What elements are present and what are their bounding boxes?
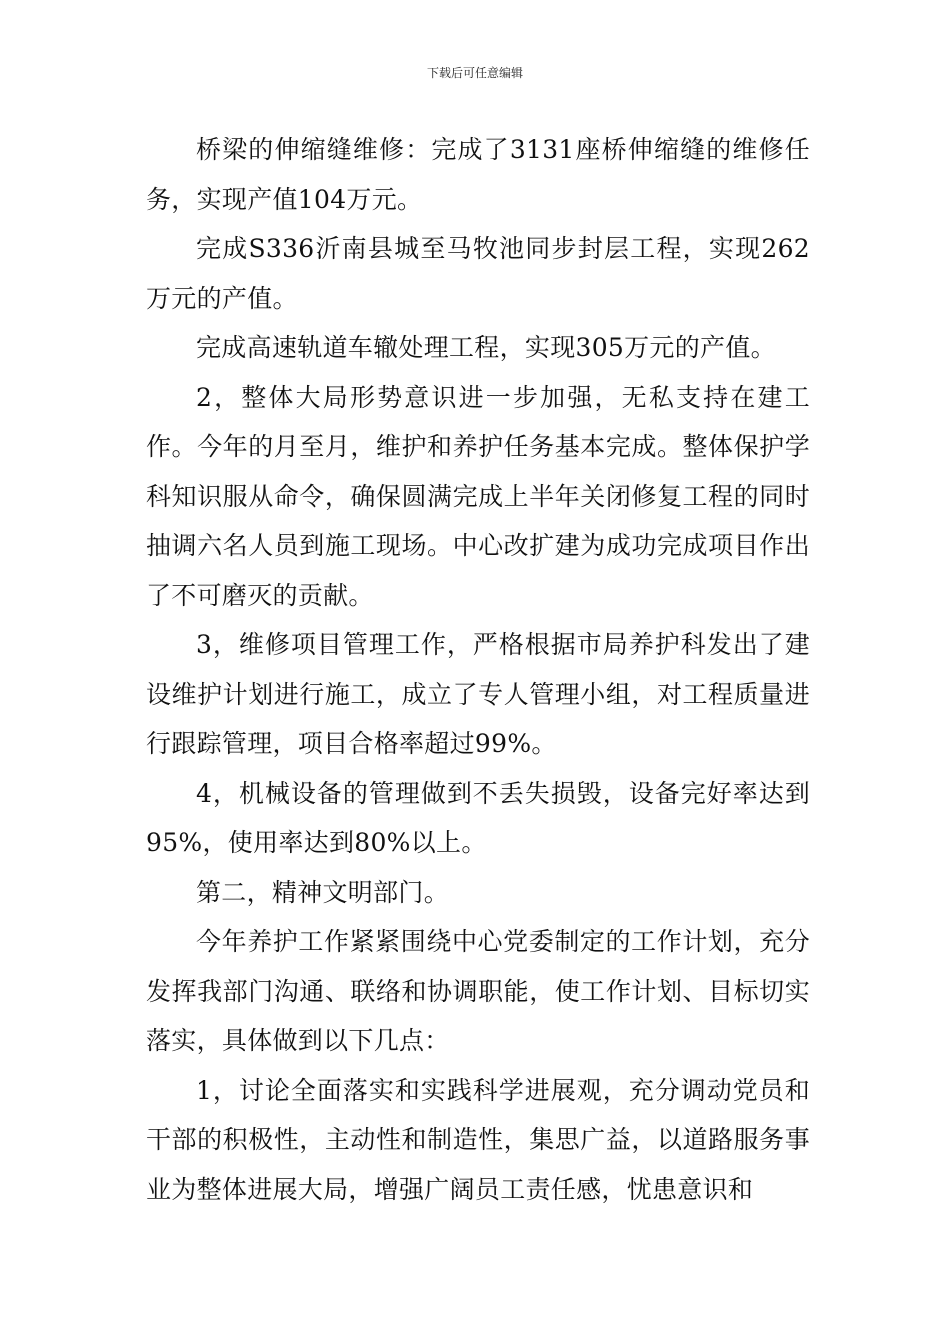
paragraph-bridge-joint-repair: 桥梁的伸缩缝维修：完成了3131座桥伸缩缝的维修任务，实现产值104万元。 bbox=[146, 135, 810, 214]
paragraph-work-plan: 今年养护工作紧紧围绕中心党委制定的工作计划，充分发挥我部门沟通、联络和协调职能，使工作计划、目标切实落实，具体做到以下几点： bbox=[146, 927, 810, 1055]
document-body bbox=[146, 125, 810, 1214]
page-header: 下载后可任意编辑 bbox=[426, 66, 523, 80]
paragraph-item-2-overall-awareness: 2，整体大局形势意识进一步加强，无私支持在建工作。今年的月至月，维护和养护任务基本完成。整体保护学科知识服从命令，确保圆满完成上半年关闭修复工程的同时抽调六名人员到施工现场。中心改扩建为成功完成项目作出了不可磨灭的贡献。 bbox=[146, 382, 810, 610]
paragraph-s336-seal-project: 完成S336沂南县城至马牧池同步封层工程，实现262万元的产值。 bbox=[146, 234, 810, 313]
paragraph-item-4-equipment: 4，机械设备的管理做到不丢失损毁，设备完好率达到95%，使用率达到80%以上。 bbox=[146, 778, 810, 857]
section-heading-spiritual-civilization: 第二，精神文明部门。 bbox=[196, 877, 450, 907]
paragraph-item-3-project-management: 3，维修项目管理工作，严格根据市局养护科发出了建设维护计划进行施工，成立了专人管理小组，对工程质量进行跟踪管理，项目合格率超过99%。 bbox=[146, 630, 810, 758]
paragraph-rutting-treatment: 完成高速轨道车辙处理工程，实现305万元的产值。 bbox=[196, 333, 776, 362]
paragraph-item-1-scientific-development: 1，讨论全面落实和实践科学进展观，充分调动党员和干部的积极性，主动性和制造性，集思广益，以道路服务事业为整体进展大局，增强广阔员工责任感，忧患意识和 bbox=[146, 1075, 810, 1204]
